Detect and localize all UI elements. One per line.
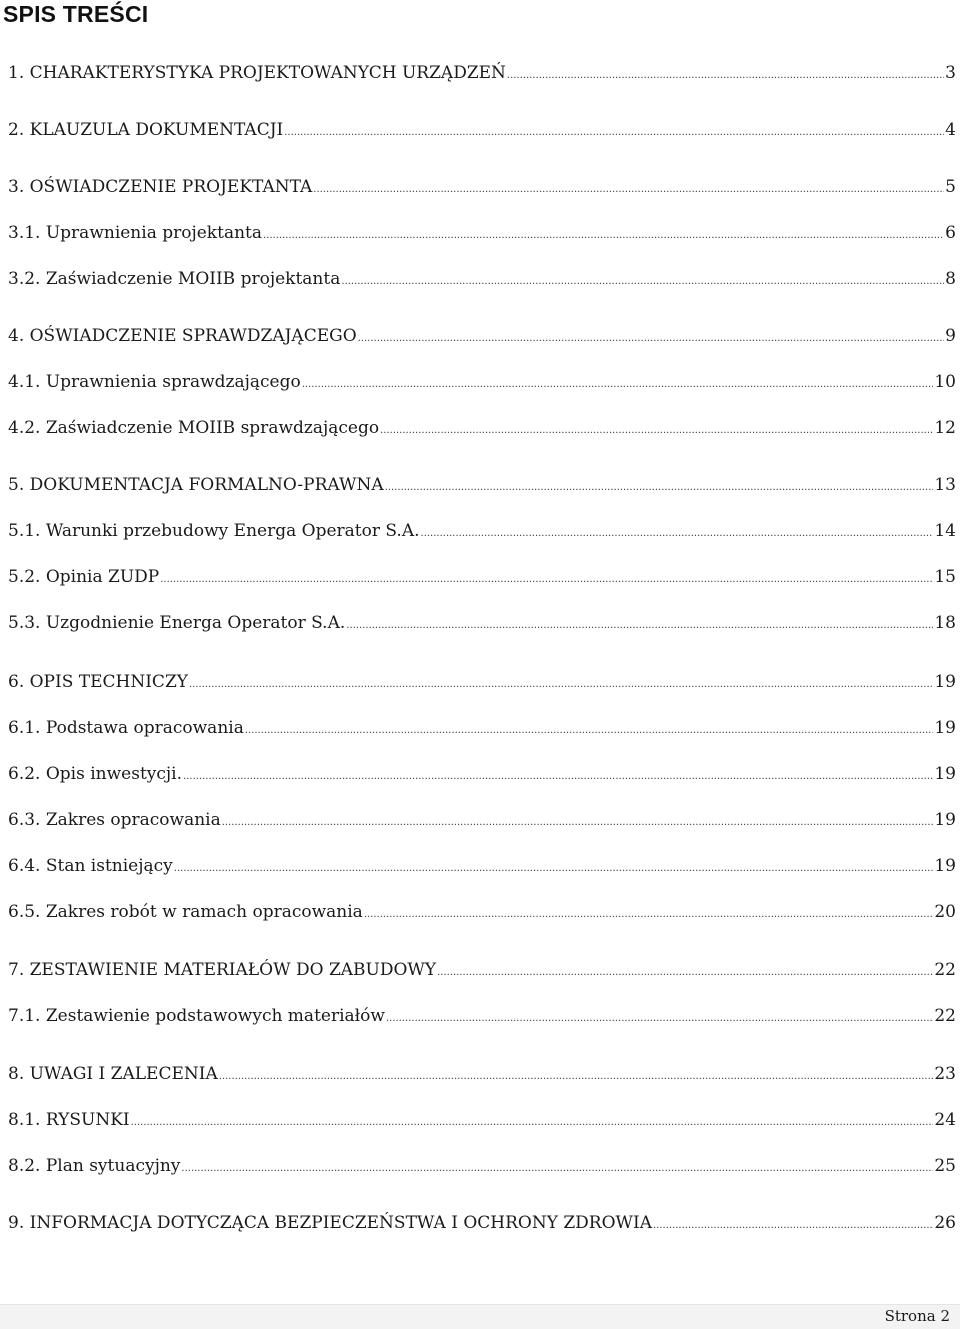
toc-entry-page: 26 [934,1213,956,1233]
toc-entry-page: 6 [945,223,956,243]
toc-leader-dots [358,326,945,352]
toc-leader-dots [386,1006,933,1032]
toc-entry-label: 6.1. Podstawa opracowania [8,718,244,738]
toc-entry-page: 22 [934,1006,956,1026]
page-title: SPIS TREŚCI [3,1,149,27]
toc-leader-dots [653,1213,933,1239]
toc-entry[interactable] [8,415,956,441]
toc-entry[interactable] [8,1210,956,1236]
toc-entry-label: 9. INFORMACJA DOTYCZĄCA BEZPIECZEŃSTWA I OCHRONY ZDROWIA [8,1213,652,1233]
toc-entry-page: 15 [934,567,956,587]
toc-entry-label: 1. CHARAKTERYSTYKA PROJEKTOWANYCH URZĄDZEŃ [8,63,506,83]
toc-entry-page: 25 [934,1156,956,1176]
page-number: Strona 2 [884,1307,950,1325]
toc-entry-label: 7. ZESTAWIENIE MATERIAŁÓW DO ZABUDOWY [8,960,437,980]
toc-entry-label: 8.1. RYSUNKI [8,1110,130,1130]
toc-entry-label: 3.1. Uprawnienia projektanta [8,223,262,243]
toc-entry[interactable] [8,1107,956,1133]
toc-entry-label: 6.3. Zakres opracowania [8,810,221,830]
toc-entry-label: 3. OŚWIADCZENIE PROJEKTANTA [8,177,313,197]
toc-entry[interactable] [8,957,956,983]
toc-entry-page: 10 [934,372,956,392]
toc-leader-dots [219,1064,934,1090]
toc-entry[interactable] [8,1061,956,1087]
toc-entry[interactable] [8,323,956,349]
toc-entry-page: 4 [945,120,956,140]
toc-leader-dots [437,960,933,986]
toc-entry-page: 13 [934,475,956,495]
toc-leader-dots [385,475,934,501]
toc-entry-page: 12 [934,418,956,438]
toc-entry-page: 5 [945,177,956,197]
toc-entry-label: 5.2. Opinia ZUDP [8,567,160,587]
toc-entry-page: 22 [934,960,956,980]
toc-entry[interactable] [8,669,956,695]
toc-entry[interactable] [8,220,956,246]
toc-entry-label: 5.1. Warunki przebudowy Energa Operator S.A. [8,521,420,541]
toc-leader-dots [181,1156,933,1182]
toc-leader-dots [380,418,933,444]
toc-entry-label: 5. DOKUMENTACJA FORMALNO-PRAWNA [8,475,384,495]
toc-entry-label: 7.1. Zestawienie podstawowych materiałów [8,1006,385,1026]
toc-entry-page: 18 [934,613,956,633]
toc-leader-dots [421,521,934,547]
toc-entry-page: 19 [934,810,956,830]
toc-entry[interactable] [8,472,956,498]
toc-entry[interactable] [8,60,956,86]
toc-leader-dots [284,120,944,146]
toc-entry[interactable] [8,899,956,925]
toc-entry-page: 14 [934,521,956,541]
toc-entry-label: 6.2. Opis inwestycji. [8,764,183,784]
toc-leader-dots [183,764,933,790]
toc-entry[interactable] [8,853,956,879]
toc-leader-dots [174,856,934,882]
toc-entry[interactable] [8,117,956,143]
toc-entry[interactable] [8,715,956,741]
toc-entry-page: 19 [934,764,956,784]
toc-leader-dots [160,567,933,593]
toc-entry[interactable] [8,610,956,636]
toc-entry-label: 4. OŚWIADCZENIE SPRAWDZAJĄCEGO [8,326,357,346]
toc-entry[interactable] [8,518,956,544]
toc-entry-page: 19 [934,672,956,692]
toc-leader-dots [222,810,934,836]
footer-bar [0,1304,960,1329]
toc-entry-label: 3.2. Zaświadczenie MOIIB projektanta [8,269,341,289]
toc-entry-label: 8.2. Plan sytuacyjny [8,1156,181,1176]
toc-leader-dots [364,902,934,928]
toc-leader-dots [313,177,944,203]
toc-entry-page: 23 [934,1064,956,1084]
toc-leader-dots [507,63,944,89]
toc-leader-dots [302,372,934,398]
toc-entry-label: 8. UWAGI I ZALECENIA [8,1064,218,1084]
toc-entry[interactable] [8,807,956,833]
toc-leader-dots [263,223,944,249]
toc-leader-dots [245,718,934,744]
toc-entry-page: 8 [945,269,956,289]
toc-entry-label: 5.3. Uzgodnienie Energa Operator S.A. [8,613,346,633]
toc-entry-page: 20 [934,902,956,922]
toc-entry[interactable] [8,369,956,395]
toc-entry[interactable] [8,266,956,292]
toc-entry-page: 3 [945,63,956,83]
toc-entry-label: 4.1. Uprawnienia sprawdzającego [8,372,301,392]
toc-entry-label: 6. OPIS TECHNICZY [8,672,188,692]
toc-entry-page: 19 [934,718,956,738]
toc-leader-dots [131,1110,934,1136]
toc-entry-label: 4.2. Zaświadczenie MOIIB sprawdzającego [8,418,380,438]
toc-entry-page: 19 [934,856,956,876]
toc-entry-page: 9 [945,326,956,346]
toc-entry-label: 6.4. Stan istniejący [8,856,173,876]
toc-entry[interactable] [8,564,956,590]
toc-entry-label: 6.5. Zakres robót w ramach opracowania [8,902,363,922]
toc-entry[interactable] [8,1003,956,1029]
toc-entry-label: 2. KLAUZULA DOKUMENTACJI [8,120,284,140]
toc-leader-dots [189,672,933,698]
toc-leader-dots [341,269,944,295]
toc-entry-page: 24 [934,1110,956,1130]
toc-leader-dots [346,613,933,639]
toc-entry[interactable] [8,174,956,200]
toc-entry[interactable] [8,761,956,787]
toc-entry[interactable] [8,1153,956,1179]
